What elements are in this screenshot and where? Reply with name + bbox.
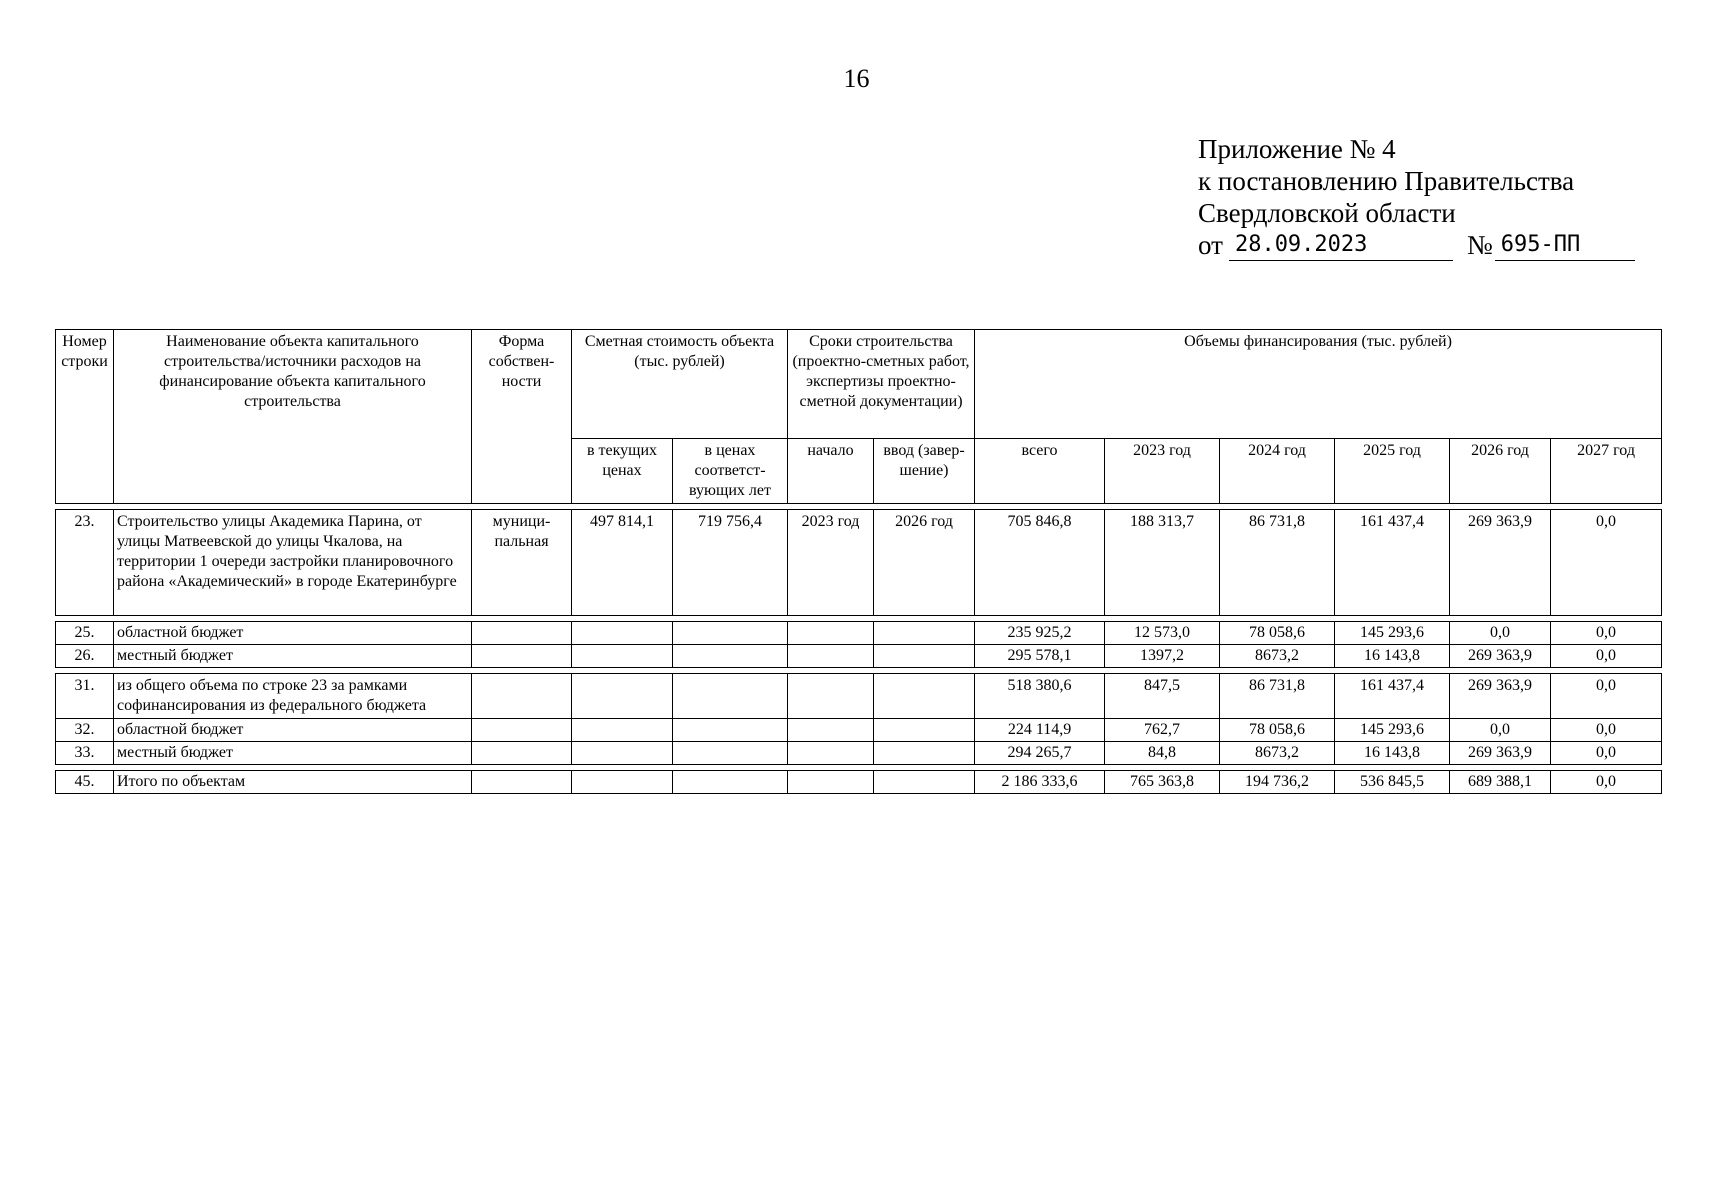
row-cost-current (572, 719, 673, 742)
header-2026: 2026 год (1450, 439, 1551, 504)
row-total: 705 846,8 (975, 510, 1105, 616)
row-total: 295 578,1 (975, 645, 1105, 668)
row-finish: 2026 год (874, 510, 975, 616)
row-finish (874, 622, 975, 645)
header-ownership: Форма собствен-ности (472, 330, 572, 504)
row-2027: 0,0 (1551, 742, 1662, 765)
row-cost-years (673, 771, 788, 794)
row-2027: 0,0 (1551, 674, 1662, 719)
row-2024: 8673,2 (1220, 742, 1335, 765)
number-prefix: № (1466, 230, 1493, 260)
row-finish (874, 771, 975, 794)
row-2025: 145 293,6 (1335, 719, 1450, 742)
row-name: из общего объема по строке 23 за рамками софинансирования из федерального бюджета (114, 674, 472, 719)
row-cost-years: 719 756,4 (673, 510, 788, 616)
row-2024: 8673,2 (1220, 645, 1335, 668)
appendix-resolution: к постановлению Правительства (1198, 166, 1575, 196)
row-cost-years (673, 674, 788, 719)
row-2024: 194 736,2 (1220, 771, 1335, 794)
header-construction-period: Сроки строительства (проектно-сметных работ, экспертизы проектно-сметной документации) (788, 330, 975, 439)
row-2024: 78 058,6 (1220, 622, 1335, 645)
resolution-number: 695-ПП (1495, 232, 1635, 261)
row-2025: 161 437,4 (1335, 510, 1450, 616)
row-finish (874, 645, 975, 668)
table-row (56, 645, 1662, 668)
row-finish (874, 719, 975, 742)
date-prefix: от (1198, 230, 1223, 260)
appendix-date-number (1198, 229, 1635, 261)
header-estimated-cost: Сметная стоимость объекта (тыс. рублей) (572, 330, 788, 439)
row-start (788, 742, 874, 765)
table-row (56, 510, 1662, 616)
row-num: 23. (56, 510, 114, 616)
row-start (788, 719, 874, 742)
header-funding: Объемы финансирования (тыс. рублей) (975, 330, 1662, 439)
header-2024: 2024 год (1220, 439, 1335, 504)
row-cost-years (673, 719, 788, 742)
row-name: местный бюджет (114, 645, 472, 668)
row-total: 2 186 333,6 (975, 771, 1105, 794)
row-total: 224 114,9 (975, 719, 1105, 742)
row-2026: 269 363,9 (1450, 510, 1551, 616)
appendix-block (1198, 133, 1635, 261)
row-start (788, 771, 874, 794)
row-total: 235 925,2 (975, 622, 1105, 645)
row-2023: 847,5 (1105, 674, 1220, 719)
row-name: областной бюджет (114, 622, 472, 645)
row-name: Итого по объектам (114, 771, 472, 794)
row-2024: 78 058,6 (1220, 719, 1335, 742)
row-2026: 269 363,9 (1450, 742, 1551, 765)
row-finish (874, 674, 975, 719)
row-2024: 86 731,8 (1220, 674, 1335, 719)
row-num: 32. (56, 719, 114, 742)
header-row-number: Номер строки (56, 330, 114, 504)
resolution-date: 28.09.2023 (1229, 232, 1453, 261)
header-cost-years: в ценах соответст-вующих лет (673, 439, 788, 504)
table-row (56, 719, 1662, 742)
row-2027: 0,0 (1551, 510, 1662, 616)
row-start (788, 674, 874, 719)
table-row (56, 742, 1662, 765)
table-row (56, 622, 1662, 645)
row-name: Строительство улицы Академика Парина, от улицы Матвеевской до улицы Чкалова, на территории 1 очереди застройки планировочного района «Академический» в городе Екатеринбурге (114, 510, 472, 616)
header-total: всего (975, 439, 1105, 504)
row-2023: 188 313,7 (1105, 510, 1220, 616)
appendix-title: Приложение № 4 (1198, 134, 1396, 164)
header-start: начало (788, 439, 874, 504)
row-2027: 0,0 (1551, 645, 1662, 668)
row-num: 25. (56, 622, 114, 645)
row-cost-current (572, 674, 673, 719)
row-ownership (472, 742, 572, 765)
row-2023: 762,7 (1105, 719, 1220, 742)
row-start (788, 645, 874, 668)
row-2023: 12 573,0 (1105, 622, 1220, 645)
row-2025: 145 293,6 (1335, 622, 1450, 645)
row-2023: 765 363,8 (1105, 771, 1220, 794)
row-cost-years (673, 742, 788, 765)
row-2026: 689 388,1 (1450, 771, 1551, 794)
row-total: 518 380,6 (975, 674, 1105, 719)
header-2025: 2025 год (1335, 439, 1450, 504)
row-2023: 1397,2 (1105, 645, 1220, 668)
row-2027: 0,0 (1551, 622, 1662, 645)
header-object-name: Наименование объекта капитального строительства/источники расходов на финансирование объекта капитального строительства (114, 330, 472, 504)
row-cost-years (673, 645, 788, 668)
row-finish (874, 742, 975, 765)
row-cost-years (673, 622, 788, 645)
row-2026: 269 363,9 (1450, 645, 1551, 668)
row-2025: 536 845,5 (1335, 771, 1450, 794)
header-finish: ввод (завер-шение) (874, 439, 975, 504)
row-2026: 0,0 (1450, 622, 1551, 645)
table-row-total (56, 771, 1662, 794)
row-cost-current (572, 771, 673, 794)
row-start: 2023 год (788, 510, 874, 616)
row-num: 33. (56, 742, 114, 765)
header-2027: 2027 год (1551, 439, 1662, 504)
row-num: 31. (56, 674, 114, 719)
header-row (56, 330, 1662, 439)
row-2026: 269 363,9 (1450, 674, 1551, 719)
row-start (788, 622, 874, 645)
row-ownership (472, 645, 572, 668)
row-ownership (472, 674, 572, 719)
header-cost-current: в текущих ценах (572, 439, 673, 504)
row-2025: 161 437,4 (1335, 674, 1450, 719)
row-ownership (472, 719, 572, 742)
row-2024: 86 731,8 (1220, 510, 1335, 616)
table-row (56, 674, 1662, 719)
row-cost-current (572, 645, 673, 668)
row-cost-current: 497 814,1 (572, 510, 673, 616)
financing-table (55, 329, 1662, 794)
row-2023: 84,8 (1105, 742, 1220, 765)
row-ownership (472, 622, 572, 645)
row-2025: 16 143,8 (1335, 645, 1450, 668)
row-2026: 0,0 (1450, 719, 1551, 742)
row-2027: 0,0 (1551, 771, 1662, 794)
row-total: 294 265,7 (975, 742, 1105, 765)
row-cost-current (572, 622, 673, 645)
header-2023: 2023 год (1105, 439, 1220, 504)
row-num: 45. (56, 771, 114, 794)
row-ownership (472, 771, 572, 794)
row-ownership: муници-пальная (472, 510, 572, 616)
row-2027: 0,0 (1551, 719, 1662, 742)
row-2025: 16 143,8 (1335, 742, 1450, 765)
appendix-region: Свердловской области (1198, 198, 1456, 228)
row-name: местный бюджет (114, 742, 472, 765)
row-num: 26. (56, 645, 114, 668)
page-number: 16 (843, 64, 870, 93)
row-name: областной бюджет (114, 719, 472, 742)
row-cost-current (572, 742, 673, 765)
